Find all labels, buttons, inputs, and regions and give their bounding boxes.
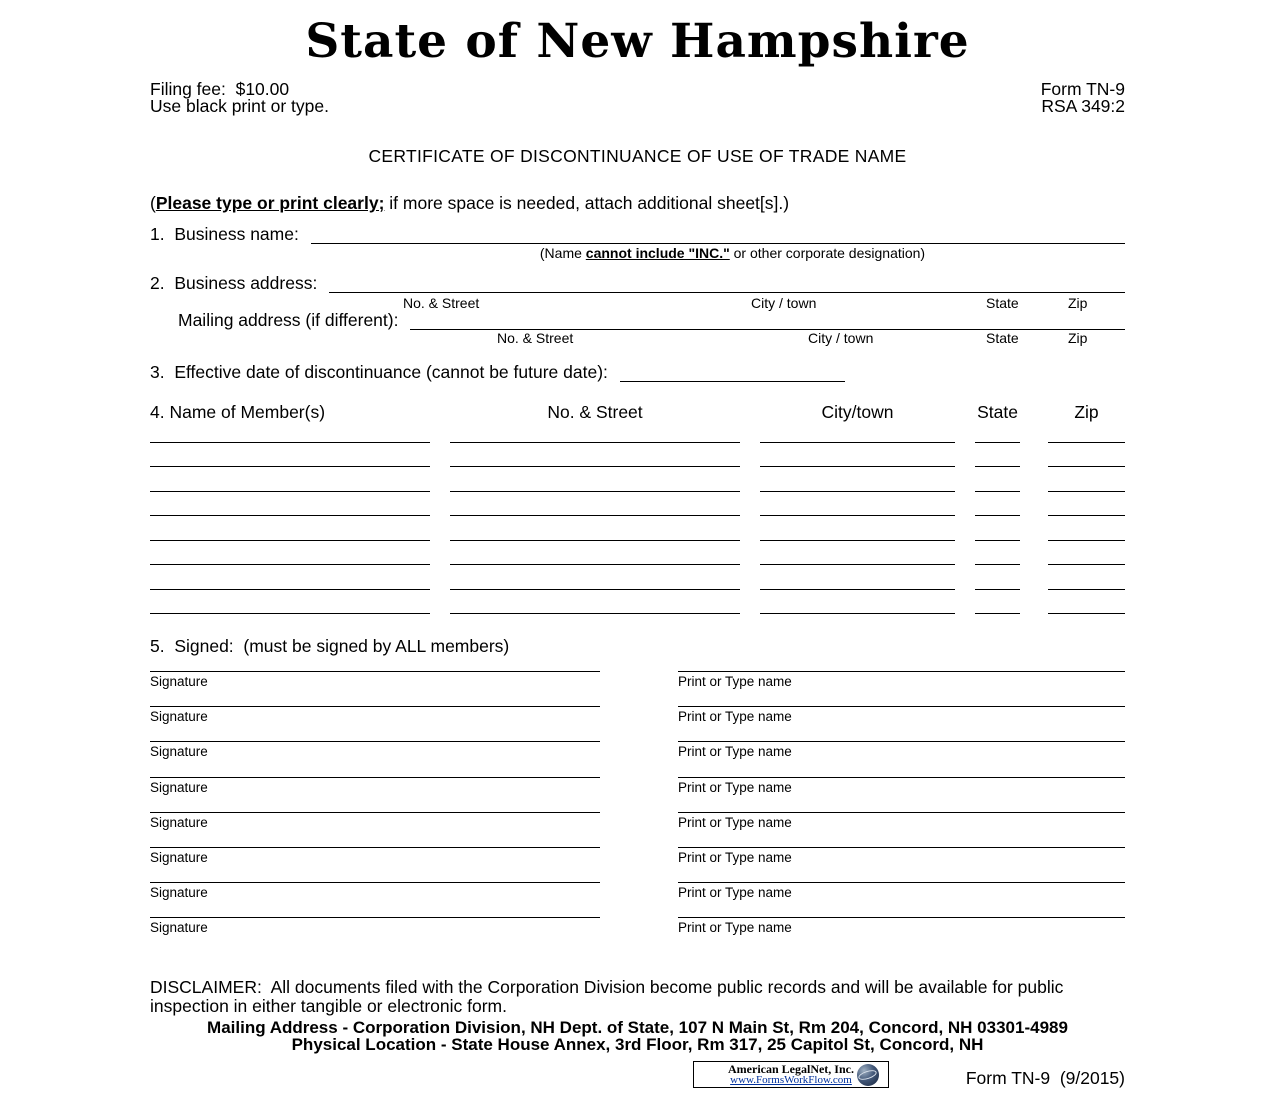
signature-label: Signature <box>150 920 208 936</box>
member-zip-line <box>1048 418 1125 443</box>
business-address-column-labels <box>150 295 1125 309</box>
disclaimer-text: DISCLAIMER: All documents filed with the Corporation Division become public records and will be available for public inspection in either tangible or electronic form. <box>150 977 1069 1016</box>
mailing-address-row <box>178 311 1125 331</box>
members-zip-header: Zip <box>1074 402 1099 422</box>
member-street-line <box>450 492 740 517</box>
member-zip-line <box>1048 565 1125 590</box>
member-street-line <box>450 590 740 615</box>
member-street-line <box>450 443 740 468</box>
member-city-line <box>760 541 955 566</box>
signature-row <box>150 812 1125 847</box>
member-state-line <box>975 565 1020 590</box>
business-name-note-emphasis: cannot include "INC." <box>585 245 730 261</box>
members-state-header: State <box>977 402 1018 422</box>
signature-label: Signature <box>150 779 208 795</box>
legalnet-stamp <box>693 1061 889 1088</box>
members-street-header: No. & Street <box>547 402 643 422</box>
member-street-line <box>450 516 740 541</box>
print-name-label: Print or Type name <box>678 885 792 901</box>
member-zip-line <box>1048 516 1125 541</box>
business-address-label: 2. Business address: <box>150 273 318 293</box>
members-city-header: City/town <box>821 402 894 422</box>
type-note-rest: if more space is needed, attach additional sheet[s].) <box>384 193 790 213</box>
member-zip-line <box>1048 541 1125 566</box>
effective-date-row <box>150 363 845 383</box>
effective-date-label: 3. Effective date of discontinuance (cannot be future date): <box>150 362 608 382</box>
business-address-line <box>329 274 1125 293</box>
business-address-row <box>150 274 1125 294</box>
signature-label: Signature <box>150 885 208 901</box>
member-street-line <box>450 541 740 566</box>
member-row <box>150 443 1125 468</box>
signature-row <box>150 706 1125 741</box>
member-row <box>150 516 1125 541</box>
signature-rows <box>150 671 1125 953</box>
member-row <box>150 590 1125 615</box>
business-name-row <box>150 225 1125 245</box>
type-note-open: ( <box>150 193 156 213</box>
mailing-address-footer: Mailing Address - Corporation Division, NH Dept. of State, 107 N Main St, Rm 204, Concord, NH 03301-4989 <box>207 1018 1068 1037</box>
member-name-line <box>150 467 430 492</box>
member-street-line <box>450 467 740 492</box>
state-column-label: State <box>986 330 1019 346</box>
member-city-line <box>760 443 955 468</box>
member-row <box>150 541 1125 566</box>
mailing-address-column-labels <box>150 330 1125 344</box>
member-name-line <box>150 565 430 590</box>
business-name-note <box>340 245 1125 261</box>
type-note <box>150 193 789 214</box>
print-name-label: Print or Type name <box>678 674 792 689</box>
mailing-address-line <box>410 311 1125 330</box>
legalnet-url-link[interactable]: www.FormsWorkFlow.com <box>730 1074 852 1086</box>
effective-date-line <box>620 363 845 382</box>
business-name-note-pre: (Name <box>539 245 586 261</box>
street-column-label: No. & Street <box>403 295 480 311</box>
state-column-label: State <box>986 295 1019 311</box>
header-meta-left <box>150 81 329 115</box>
business-name-line <box>311 225 1125 244</box>
type-note-emphasis: Please type or print clearly; <box>155 193 385 213</box>
member-name-line <box>150 516 430 541</box>
member-zip-line <box>1048 492 1125 517</box>
signature-label: Signature <box>150 849 208 865</box>
signature-label: Signature <box>150 674 208 689</box>
member-row <box>150 565 1125 590</box>
signature-row <box>150 847 1125 882</box>
member-city-line <box>760 590 955 615</box>
member-zip-line <box>1048 590 1125 615</box>
mailing-address-label: Mailing address (if different): <box>178 310 399 330</box>
member-city-line <box>760 516 955 541</box>
member-street-line <box>450 565 740 590</box>
signature-row <box>150 882 1125 917</box>
member-state-line <box>975 443 1020 468</box>
member-name-line <box>150 443 430 468</box>
form-number: Form TN-9 <box>1040 79 1125 99</box>
header-meta <box>150 81 1125 115</box>
member-zip-line <box>1048 467 1125 492</box>
globe-logo-icon <box>857 1064 879 1086</box>
member-state-line <box>975 418 1020 443</box>
form-version: Form TN-9 (9/2015) <box>965 1068 1125 1088</box>
print-name-label: Print or Type name <box>678 814 792 830</box>
member-city-line <box>760 492 955 517</box>
street-column-label: No. & Street <box>497 330 574 346</box>
print-name-label: Print or Type name <box>678 779 792 795</box>
print-name-label: Print or Type name <box>678 849 792 865</box>
member-city-line <box>760 467 955 492</box>
member-name-line <box>150 492 430 517</box>
footer-addresses <box>0 1020 1275 1053</box>
member-state-line <box>975 541 1020 566</box>
signed-label: 5. Signed: (must be signed by ALL members) <box>150 636 510 656</box>
physical-location-footer: Physical Location - State House Annex, 3rd Floor, Rm 317, 25 Capitol St, Concord, NH <box>291 1034 984 1054</box>
member-row <box>150 418 1125 443</box>
print-instruction: Use black print or type. <box>150 96 329 116</box>
signature-row <box>150 917 1125 952</box>
header-meta-right <box>1041 81 1125 115</box>
filing-fee: Filing fee: $10.00 <box>150 79 290 99</box>
member-state-line <box>975 590 1020 615</box>
signature-row <box>150 741 1125 776</box>
city-column-label: City / town <box>808 330 874 346</box>
business-name-note-post: or other corporate designation) <box>729 245 926 261</box>
members-label: 4. Name of Member(s) <box>150 402 326 422</box>
signature-label: Signature <box>150 814 208 830</box>
form-title: CERTIFICATE OF DISCONTINUANCE OF USE OF TRADE NAME <box>368 146 907 166</box>
city-column-label: City / town <box>751 295 817 311</box>
signature-label: Signature <box>150 744 208 760</box>
member-city-line <box>760 418 955 443</box>
member-state-line <box>975 492 1020 517</box>
member-zip-line <box>1048 443 1125 468</box>
zip-column-label: Zip <box>1068 330 1088 346</box>
member-name-line <box>150 541 430 566</box>
business-name-label: 1. Business name: <box>150 224 299 244</box>
legalnet-name: American LegalNet, Inc. <box>728 1062 854 1076</box>
signature-row <box>150 671 1125 706</box>
member-state-line <box>975 467 1020 492</box>
print-name-label: Print or Type name <box>678 709 792 725</box>
member-row <box>150 467 1125 492</box>
member-street-line <box>450 418 740 443</box>
member-city-line <box>760 565 955 590</box>
member-state-line <box>975 516 1020 541</box>
rsa-reference: RSA 349:2 <box>1041 96 1125 116</box>
member-row <box>150 492 1125 517</box>
signature-row <box>150 777 1125 812</box>
print-name-label: Print or Type name <box>678 920 792 936</box>
zip-column-label: Zip <box>1068 295 1088 311</box>
member-name-line <box>150 590 430 615</box>
member-name-line <box>150 418 430 443</box>
signature-label: Signature <box>150 709 208 725</box>
print-name-label: Print or Type name <box>678 744 792 760</box>
members-rows <box>150 418 1125 614</box>
state-title: State of New Hampshire <box>305 14 970 69</box>
